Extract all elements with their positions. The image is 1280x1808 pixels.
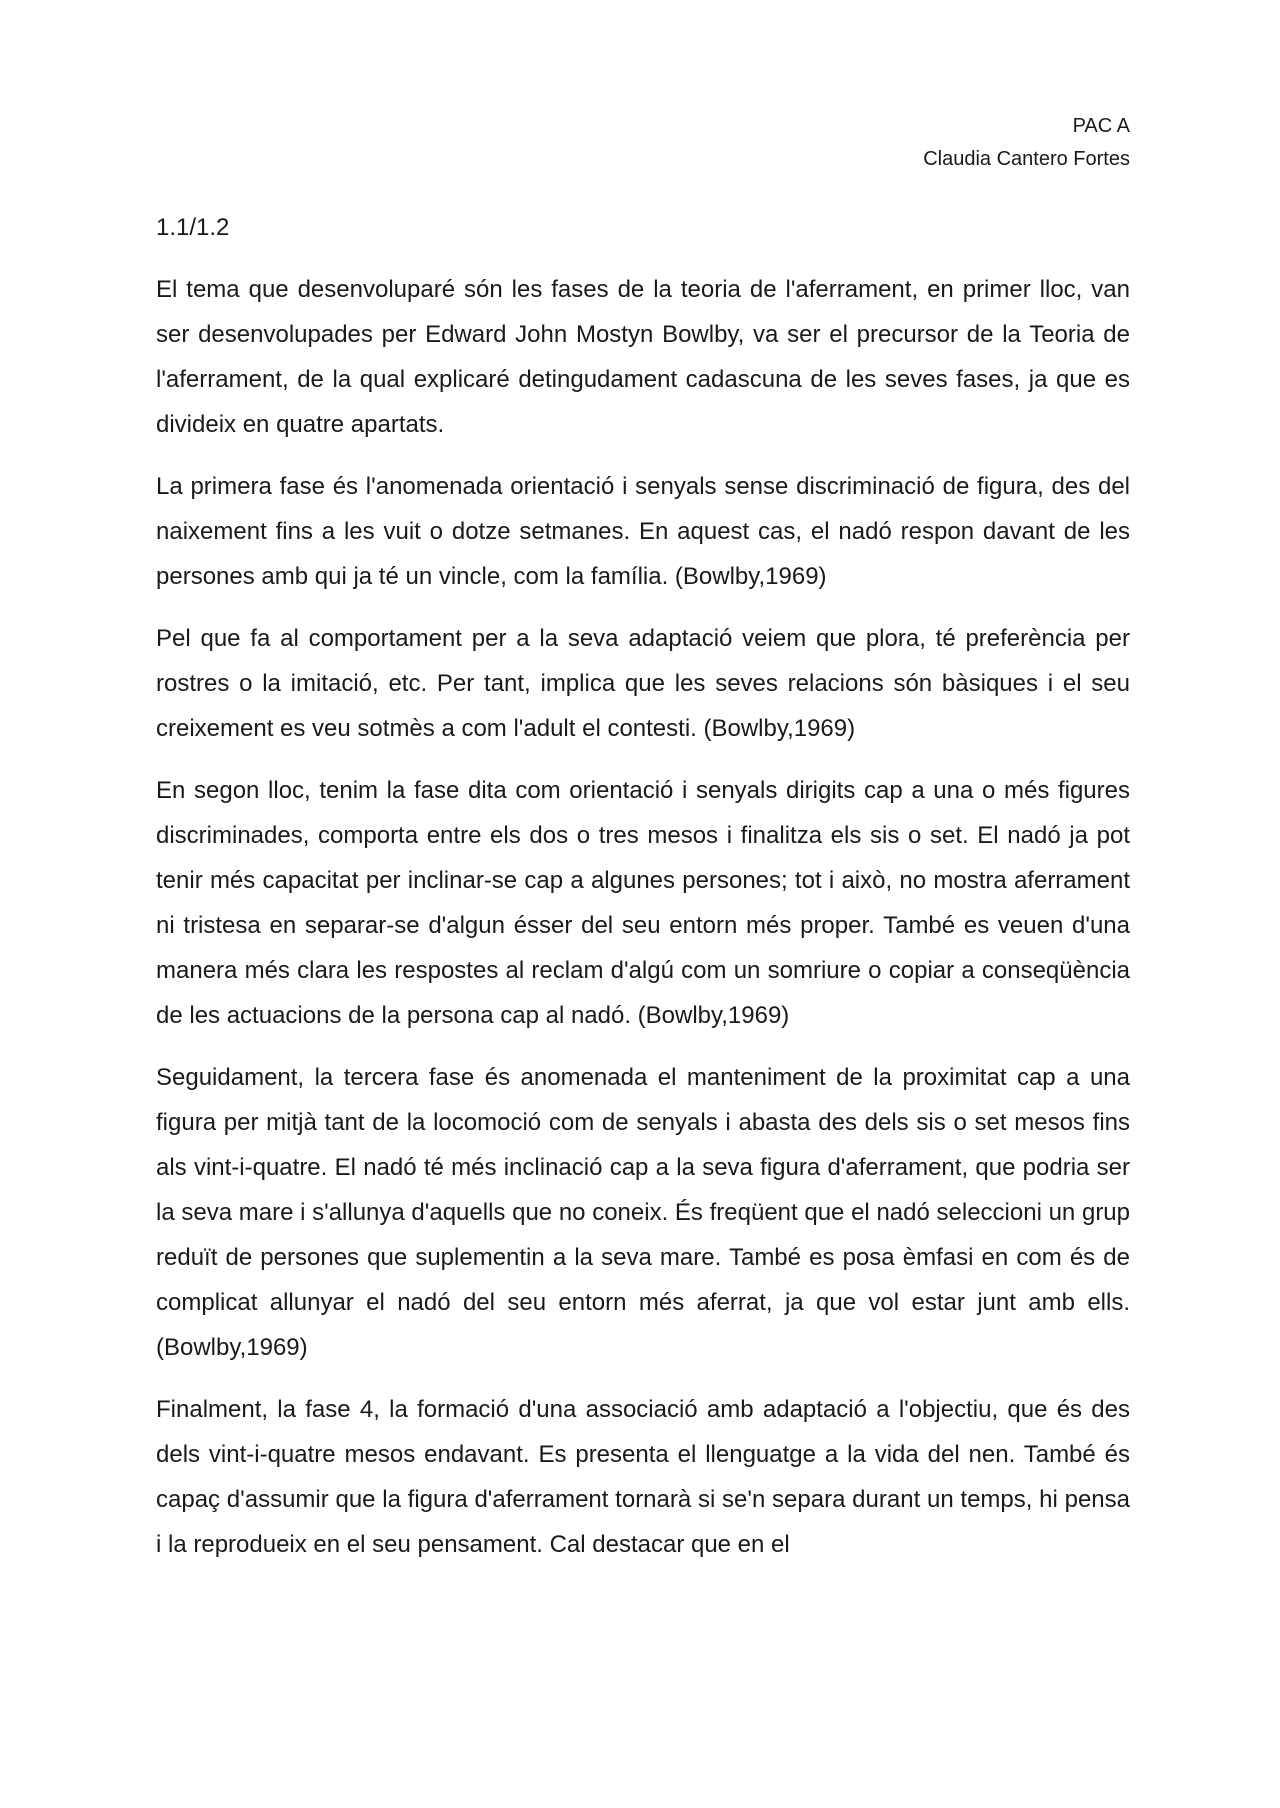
document-body bbox=[156, 205, 1130, 1584]
paragraph-phase-4: Finalment, la fase 4, la formació d'una associació amb adaptació a l'objectiu, que és des dels vint-i-quatre mesos endavant. Es presenta el llenguatge a la vida del nen. També és capaç d'assumir que la figura d'aferrament tornarà si se'n separa durant un temps, hi pensa i la reprodueix en el seu pensament. Cal destacar que en el bbox=[156, 1396, 1130, 1558]
paragraph-phase-2: En segon lloc, tenim la fase dita com orientació i senyals dirigits cap a una o més figures discriminades, comporta entre els dos o tres mesos i finalitza els sis o set. El nadó ja pot tenir més capacitat per inclinar-se cap a algunes persones; tot i això, no mostra aferrament ni tristesa en separar-se d'algun ésser del seu entorn més proper. També es veuen d'una manera més clara les respostes al reclam d'algú com un somriure o copiar a conseqüència de les actuacions de la persona cap al nadó. (Bowlby,1969) bbox=[156, 777, 1130, 1029]
document-title: PAC A bbox=[1072, 115, 1130, 137]
paragraph-phase-1: La primera fase és l'anomenada orientació i senyals sense discriminació de figura, des del naixement fins a les vuit o dotze setmanes. En aquest cas, el nadó respon davant de les persones amb qui ja té un vincle, com la família. (Bowlby,1969) bbox=[156, 473, 1130, 590]
paragraph-phase-3: Seguidament, la tercera fase és anomenada el manteniment de la proximitat cap a una figura per mitjà tant de la locomoció com de senyals i abasta des dels sis o set mesos fins als vint-i-quatre. El nadó té més inclinació cap a la seva figura d'aferrament, que podria ser la seva mare i s'allunya d'aquells que no coneix. És freqüent que el nadó seleccioni un grup reduït de persones que suplementin a la seva mare. També es posa èmfasi en com és de complicat allunyar el nadó del seu entorn més aferrat, ja que vol estar junt amb ells. (Bowlby,1969) bbox=[156, 1064, 1130, 1361]
author-name: Claudia Cantero Fortes bbox=[923, 148, 1130, 170]
paragraph-phase-1-behaviour: Pel que fa al comportament per a la seva adaptació veiem que plora, té preferència per rostres o la imitació, etc. Per tant, implica que les seves relacions són bàsiques i el seu creixement es veu sotmès a com l'adult el contesti. (Bowlby,1969) bbox=[156, 625, 1130, 742]
page-header bbox=[923, 110, 1130, 176]
section-number: 1.1/1.2 bbox=[156, 214, 230, 241]
paragraph-intro: El tema que desenvoluparé són les fases de la teoria de l'aferrament, en primer lloc, van ser desenvolupades per Edward John Mostyn Bowlby, va ser el precursor de la Teoria de l'aferrament, de la qual explicaré detingudament cadascuna de les seves fases, ja que es divideix en quatre apartats. bbox=[156, 276, 1130, 438]
